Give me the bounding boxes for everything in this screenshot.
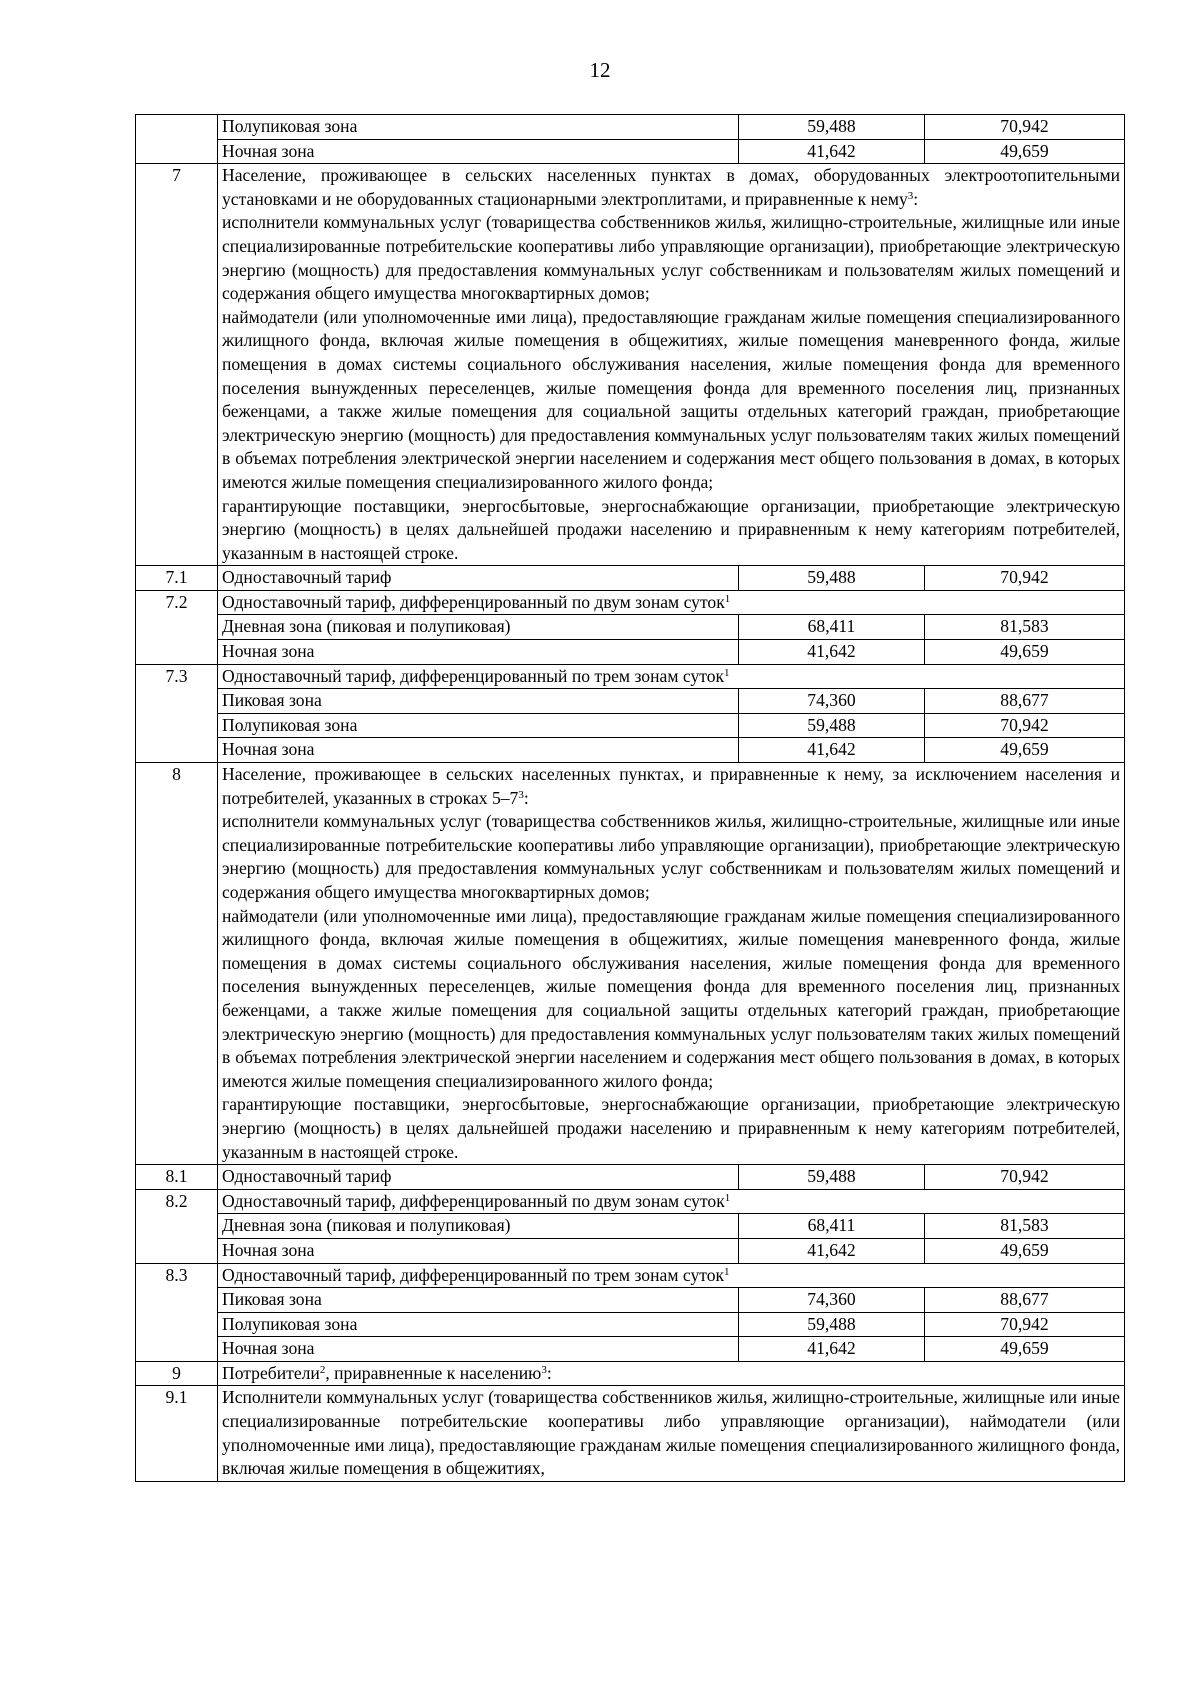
row-number: 8 — [172, 764, 181, 785]
tariff-header-label: Одноставочный тариф, дифференцированный по трем зонам суток — [222, 665, 725, 686]
value-1: 41,642 — [807, 641, 856, 662]
tariff-label: Одноставочный тариф — [222, 567, 392, 588]
tariff-label: Ночная зона — [222, 1239, 315, 1260]
table-row — [136, 1189, 1125, 1214]
tariff-label-cell — [218, 1214, 739, 1239]
footnote-ref: 2 — [319, 1363, 326, 1376]
description-paragraph — [222, 164, 1120, 211]
description-paragraph — [222, 810, 1120, 904]
tariff-table — [135, 114, 1125, 1482]
footnote-ref: 3 — [541, 1363, 547, 1376]
value-1: 74,360 — [807, 1289, 856, 1310]
tariff-value-2 — [925, 1214, 1125, 1239]
row-number: 7 — [172, 165, 181, 186]
tariff-value-1 — [739, 1337, 925, 1362]
value-2: 88,677 — [1000, 690, 1049, 711]
value-2: 70,942 — [1000, 567, 1049, 588]
row-number-cell — [136, 164, 218, 566]
table-row — [136, 615, 1125, 640]
value-1: 68,411 — [807, 616, 856, 637]
paragraph-text: Население, проживающее в сельских населенных пунктах в домах, оборудованных электроотопительными установками и не оборудованных стационарными электроплитами, и приравненные к нему — [222, 165, 1120, 209]
value-2: 49,659 — [1000, 739, 1049, 760]
table-row — [136, 640, 1125, 665]
table-row — [136, 664, 1125, 689]
table-row — [136, 1312, 1125, 1337]
tariff-label: Дневная зона (пиковая и полупиковая) — [222, 616, 511, 637]
table-row — [136, 590, 1125, 615]
description-paragraph — [222, 1093, 1120, 1164]
value-2: 49,659 — [1000, 1239, 1049, 1260]
row-number: 8.2 — [165, 1190, 188, 1211]
row-number-cell — [136, 1263, 218, 1361]
category-header-cell — [218, 1361, 1125, 1386]
paragraph-tail: : — [523, 787, 529, 808]
tariff-value-2 — [925, 713, 1125, 738]
description-paragraph — [222, 211, 1120, 305]
value-1: 41,642 — [807, 1338, 856, 1359]
table-row — [136, 738, 1125, 763]
tariff-label: Ночная зона — [222, 1338, 315, 1359]
paragraph-text: наймодатели (или уполномоченные ими лица), предоставляющие гражданам жилые помещения специализированного жилищного фонда, включая жилые помещения в общежитиях, жилые помещения маневренного фонда, жилые помещения в домах системы социального обслуживания населения, жилые помещения фонда для временного поселения вынужденных переселенцев, жилые помещения фонда для временного поселения лиц, признанных беженцами, а также жилые помещения для социальной защиты отдельных категорий граждан, приобретающие электрическую энергию (мощность) для предоставления коммунальных услуг пользователям таких жилых помещений в объемах потребления электрической энергии населением и содержания мест общего пользования в домах, в которых имеются жилые помещения специализированного жилого фонда; — [222, 306, 1120, 492]
row-number-cell — [136, 763, 218, 1165]
table-row — [136, 115, 1125, 140]
table-row — [136, 763, 1125, 1165]
footnote-ref: 1 — [724, 1265, 730, 1278]
value-2: 49,659 — [1000, 1338, 1049, 1359]
value-1: 41,642 — [807, 739, 856, 760]
paragraph-text: Исполнители коммунальных услуг (товарищества собственников жилья, жилищно-строительные, жилищные или иные специализированные потребительские кооперативы либо управляющие организации), наймодатели (или уполномоченные ими лица), предоставляющие гражданам жилые помещения специализированного жилищного фонда, включая жилые помещения в общежитиях, — [222, 1387, 1120, 1479]
table-row — [136, 1337, 1125, 1362]
table-row — [136, 1263, 1125, 1288]
tariff-value-1 — [739, 689, 925, 714]
description-paragraph — [222, 1386, 1120, 1480]
tariff-label-cell — [218, 139, 739, 164]
paragraph-tail: : — [913, 188, 919, 209]
tariff-label: Полупиковая зона — [222, 1313, 358, 1334]
tariff-value-2 — [925, 1337, 1125, 1362]
footnote-ref: 1 — [724, 1191, 731, 1204]
tariff-label-cell — [218, 566, 739, 591]
value-2: 88,677 — [1000, 1289, 1049, 1310]
table-row — [136, 1238, 1125, 1263]
value-1: 59,488 — [807, 567, 856, 588]
tariff-label-cell — [218, 738, 739, 763]
tariff-label: Пиковая зона — [222, 1289, 322, 1310]
row-number-cell — [136, 664, 218, 762]
tariff-label-cell — [218, 615, 739, 640]
tariff-label: Ночная зона — [222, 641, 315, 662]
row-number: 8.1 — [165, 1166, 188, 1187]
value-2: 49,659 — [1000, 641, 1049, 662]
tariff-label: Ночная зона — [222, 739, 315, 760]
tariff-value-1 — [739, 115, 925, 140]
tariff-label: Полупиковая зона — [222, 116, 358, 136]
value-2: 70,942 — [1000, 116, 1049, 136]
tariff-value-2 — [925, 566, 1125, 591]
value-2: 81,583 — [1000, 616, 1049, 637]
value-1: 59,488 — [807, 1313, 856, 1334]
row-number-cell — [136, 115, 218, 164]
tariff-value-1 — [739, 713, 925, 738]
category-description-cell — [218, 164, 1125, 566]
tariff-header-cell — [218, 590, 1125, 615]
category-label-cont: , приравненные к населению — [325, 1362, 542, 1383]
table-row — [136, 164, 1125, 566]
tariff-label: Ночная зона — [222, 140, 315, 161]
tariff-header-label: Одноставочный тариф, дифференцированный по двум зонам суток — [222, 1190, 725, 1211]
value-2: 70,942 — [1000, 1313, 1049, 1334]
row-number: 7.1 — [165, 567, 188, 588]
paragraph-text: наймодатели (или уполномоченные ими лица), предоставляющие гражданам жилые помещения специализированного жилищного фонда, включая жилые помещения в общежитиях, жилые помещения маневренного фонда, жилые помещения в домах системы социального обслуживания населения, жилые помещения фонда для временного поселения вынужденных переселенцев, жилые помещения фонда для временного поселения лиц, признанных беженцами, а также жилые помещения для социальной защиты отдельных категорий граждан, приобретающие электрическую энергию (мощность) для предоставления коммунальных услуг пользователям таких жилых помещений в объемах потребления электрической энергии населением и содержания мест общего пользования в домах, в которых имеются жилые помещения специализированного жилого фонда; — [222, 905, 1120, 1091]
tariff-value-1 — [739, 1288, 925, 1313]
paragraph-text: исполнители коммунальных услуг (товарищества собственников жилья, жилищно-строительные, жилищные или иные специализированные потребительские кооперативы либо управляющие организации), приобретающие электрическую энергию (мощность) для предоставления коммунальных услуг собственникам и пользователям жилых помещений и содержания общего имущества многоквартирных домов; — [222, 811, 1120, 902]
page-number: 12 — [589, 58, 611, 82]
paragraph-text: гарантирующие поставщики, энергосбытовые, энергоснабжающие организации, приобретающие электрическую энергию (мощность) в целях дальнейшей продажи населению и приравненным к нему категориям потребителей, указанным в настоящей строке. — [222, 495, 1120, 563]
tariff-value-2 — [925, 738, 1125, 763]
row-number-cell — [136, 590, 218, 664]
footnote-ref: 3 — [907, 189, 914, 202]
tariff-label-cell — [218, 689, 739, 714]
footnote-ref: 1 — [724, 592, 731, 605]
tariff-label-cell — [218, 1165, 739, 1190]
tariff-value-1 — [739, 615, 925, 640]
tariff-label-cell — [218, 1312, 739, 1337]
tariff-label-cell — [218, 1288, 739, 1313]
value-2: 49,659 — [1000, 140, 1049, 161]
value-1: 59,488 — [807, 116, 856, 136]
description-paragraph — [222, 495, 1120, 566]
paragraph-text: исполнители коммунальных услуг (товарищества собственников жилья, жилищно-строительные, жилищные или иные специализированные потребительские кооперативы либо управляющие организации), приобретающие электрическую энергию (мощность) для предоставления коммунальных услуг собственникам и пользователям жилых помещений и содержания общего имущества многоквартирных домов; — [222, 212, 1120, 304]
tariff-value-2 — [925, 1288, 1125, 1313]
tariff-value-1 — [739, 640, 925, 665]
tariff-value-2 — [925, 1238, 1125, 1263]
table-row — [136, 566, 1125, 591]
tariff-header-label: Одноставочный тариф, дифференцированный по двум зонам суток — [222, 591, 725, 612]
tariff-value-2 — [925, 139, 1125, 164]
footnote-ref: 1 — [724, 666, 730, 679]
tariff-value-2 — [925, 640, 1125, 665]
tariff-value-2 — [925, 615, 1125, 640]
tariff-value-1 — [739, 1165, 925, 1190]
row-number-cell — [136, 1386, 218, 1481]
value-2: 70,942 — [1000, 714, 1049, 735]
tariff-header-label: Одноставочный тариф, дифференцированный по трем зонам суток — [222, 1264, 725, 1285]
value-2: 81,583 — [1000, 1215, 1049, 1236]
tariff-label: Одноставочный тариф — [222, 1166, 392, 1187]
row-number-cell — [136, 1165, 218, 1190]
table-row — [136, 139, 1125, 164]
row-number: 7.2 — [165, 591, 188, 612]
description-paragraph — [222, 763, 1120, 810]
tariff-value-1 — [739, 1312, 925, 1337]
tariff-value-2 — [925, 115, 1125, 140]
tariff-label: Дневная зона (пиковая и полупиковая) — [222, 1215, 511, 1236]
tariff-label: Полупиковая зона — [222, 714, 358, 735]
description-paragraph — [222, 905, 1120, 1094]
tariff-value-2 — [925, 1312, 1125, 1337]
tariff-label-cell — [218, 1337, 739, 1362]
row-number-cell — [136, 1189, 218, 1263]
table-row — [136, 1288, 1125, 1313]
tariff-header-cell — [218, 664, 1125, 689]
tariff-value-1 — [739, 1214, 925, 1239]
value-1: 59,488 — [807, 714, 856, 735]
row-number-cell — [136, 1361, 218, 1386]
category-description-cell — [218, 763, 1125, 1165]
tariff-value-1 — [739, 738, 925, 763]
tariff-header-cell — [218, 1263, 1125, 1288]
value-1: 59,488 — [807, 1166, 856, 1187]
category-label: Потребители — [222, 1362, 320, 1383]
table-row — [136, 1386, 1125, 1481]
tariff-value-1 — [739, 139, 925, 164]
table-row — [136, 1214, 1125, 1239]
footnote-ref: 3 — [518, 788, 524, 801]
tariff-label-cell — [218, 1238, 739, 1263]
row-number: 8.3 — [165, 1264, 188, 1285]
category-label-tail: : — [546, 1362, 552, 1383]
value-2: 70,942 — [1000, 1166, 1049, 1187]
tariff-label-cell — [218, 640, 739, 665]
paragraph-text: гарантирующие поставщики, энергосбытовые, энергоснабжающие организации, приобретающие электрическую энергию (мощность) в целях дальнейшей продажи населению и приравненным к нему категориям потребителей, указанным в настоящей строке. — [222, 1094, 1120, 1162]
description-paragraph — [222, 306, 1120, 495]
paragraph-text: Население, проживающее в сельских населенных пунктах, и приравненные к нему, за исключением населения и потребителей, указанных в строках 5–7 — [222, 764, 1120, 808]
table-row — [136, 1361, 1125, 1386]
value-1: 41,642 — [807, 140, 856, 161]
value-1: 41,642 — [807, 1239, 856, 1260]
table-row — [136, 1165, 1125, 1190]
tariff-value-2 — [925, 689, 1125, 714]
tariff-value-1 — [739, 566, 925, 591]
value-1: 68,411 — [807, 1215, 856, 1236]
category-description-cell — [218, 1386, 1125, 1481]
row-number: 9.1 — [165, 1387, 188, 1408]
row-number: 9 — [172, 1362, 181, 1383]
tariff-value-2 — [925, 1165, 1125, 1190]
row-number: 7.3 — [165, 665, 188, 686]
tariff-label-cell — [218, 115, 739, 140]
table-row — [136, 713, 1125, 738]
tariff-label: Пиковая зона — [222, 690, 322, 711]
row-number-cell — [136, 566, 218, 591]
tariff-value-1 — [739, 1238, 925, 1263]
value-1: 74,360 — [807, 690, 856, 711]
tariff-label-cell — [218, 713, 739, 738]
tariff-header-cell — [218, 1189, 1125, 1214]
table-row — [136, 689, 1125, 714]
